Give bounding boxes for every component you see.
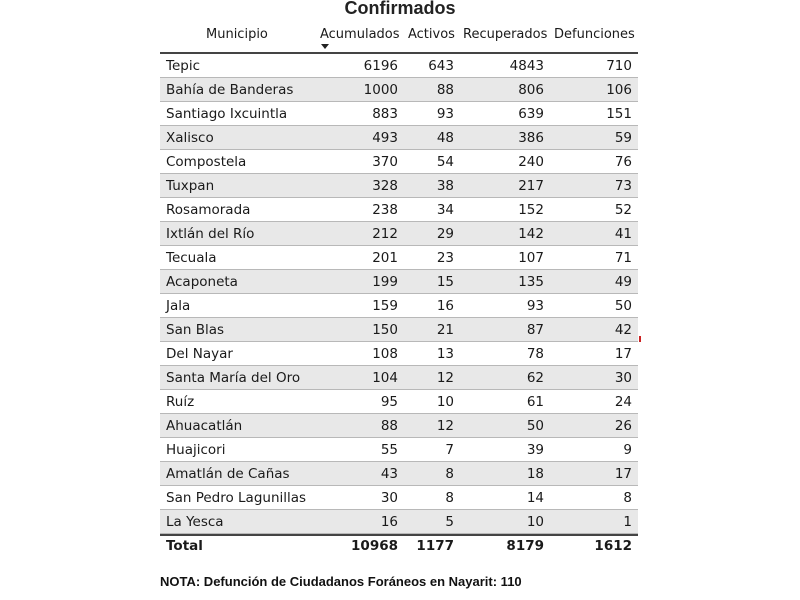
cell-activos: 5 xyxy=(445,514,454,530)
cell-activos: 48 xyxy=(436,130,454,146)
cell-recuperados: 217 xyxy=(518,178,544,194)
cell-recuperados: 61 xyxy=(526,394,544,410)
cell-recuperados: 18 xyxy=(526,466,544,482)
cell-activos: 8 xyxy=(445,490,454,506)
total-row xyxy=(160,536,638,558)
cell-acumulados: 43 xyxy=(380,466,398,482)
cell-recuperados: 78 xyxy=(526,346,544,362)
cell-recuperados: 142 xyxy=(518,226,544,242)
cell-recuperados: 62 xyxy=(526,370,544,386)
cell-recuperados: 240 xyxy=(518,154,544,170)
table-title: Confirmados xyxy=(344,0,456,18)
cell-acumulados: 328 xyxy=(372,178,398,194)
cell-acumulados: 201 xyxy=(372,250,398,266)
cell-activos: 23 xyxy=(436,250,454,266)
cell-acumulados: 212 xyxy=(372,226,398,242)
table-row[interactable] xyxy=(160,438,638,462)
cell-activos: 38 xyxy=(436,178,454,194)
cell-municipio: Ixtlán del Río xyxy=(166,226,255,242)
cell-municipio: Acaponeta xyxy=(166,274,238,290)
cell-defunciones: 41 xyxy=(614,226,632,242)
total-acumulados: 10968 xyxy=(351,538,398,554)
cell-activos: 34 xyxy=(436,202,454,218)
cell-activos: 7 xyxy=(445,442,454,458)
edge-marker xyxy=(639,336,641,342)
table-row[interactable] xyxy=(160,294,638,318)
cell-activos: 12 xyxy=(436,418,454,434)
cell-defunciones: 26 xyxy=(614,418,632,434)
cell-defunciones: 49 xyxy=(614,274,632,290)
cell-municipio: La Yesca xyxy=(166,514,224,530)
footnote: NOTA: Defunción de Ciudadanos Foráneos en Nayarit: 110 xyxy=(160,574,522,589)
cell-recuperados: 10 xyxy=(526,514,544,530)
cell-recuperados: 4843 xyxy=(509,58,544,74)
cell-defunciones: 30 xyxy=(614,370,632,386)
cell-activos: 15 xyxy=(436,274,454,290)
table-row[interactable] xyxy=(160,102,638,126)
cell-municipio: Santa María del Oro xyxy=(166,370,301,386)
cell-defunciones: 59 xyxy=(614,130,632,146)
cell-recuperados: 50 xyxy=(526,418,544,434)
table-row[interactable] xyxy=(160,390,638,414)
cell-defunciones: 71 xyxy=(614,250,632,266)
cell-defunciones: 8 xyxy=(623,490,632,506)
cell-recuperados: 152 xyxy=(518,202,544,218)
cell-acumulados: 199 xyxy=(372,274,398,290)
cell-defunciones: 24 xyxy=(614,394,632,410)
cell-defunciones: 73 xyxy=(614,178,632,194)
cell-recuperados: 87 xyxy=(526,322,544,338)
cell-defunciones: 17 xyxy=(614,346,632,362)
cell-acumulados: 30 xyxy=(380,490,398,506)
cell-municipio: Compostela xyxy=(166,154,247,170)
total-defunciones: 1612 xyxy=(594,538,632,554)
table-row[interactable] xyxy=(160,342,638,366)
cell-acumulados: 370 xyxy=(372,154,398,170)
cell-acumulados: 104 xyxy=(372,370,398,386)
cell-municipio: San Pedro Lagunillas xyxy=(166,490,307,506)
header-municipio[interactable]: Municipio xyxy=(206,27,268,42)
table-row[interactable] xyxy=(160,126,638,150)
cell-municipio: Bahía de Banderas xyxy=(166,82,294,98)
table-body xyxy=(160,54,638,534)
cell-recuperados: 135 xyxy=(518,274,544,290)
cell-acumulados: 1000 xyxy=(363,82,398,98)
cell-acumulados: 159 xyxy=(372,298,398,314)
total-label: Total xyxy=(166,538,203,554)
header-recuperados[interactable]: Recuperados xyxy=(463,27,548,42)
table-row[interactable] xyxy=(160,222,638,246)
cell-acumulados: 493 xyxy=(372,130,398,146)
cell-municipio: Huajicori xyxy=(166,442,226,458)
cell-activos: 16 xyxy=(436,298,454,314)
cell-activos: 10 xyxy=(436,394,454,410)
cell-municipio: Amatlán de Cañas xyxy=(166,466,290,482)
cell-activos: 29 xyxy=(436,226,454,242)
total-recuperados: 8179 xyxy=(506,538,544,554)
cell-municipio: Del Nayar xyxy=(166,346,233,362)
table-row[interactable] xyxy=(160,150,638,174)
cell-acumulados: 238 xyxy=(372,202,398,218)
cell-municipio: Rosamorada xyxy=(166,202,251,218)
cell-acumulados: 883 xyxy=(372,106,398,122)
cell-defunciones: 50 xyxy=(614,298,632,314)
cell-recuperados: 107 xyxy=(518,250,544,266)
cell-acumulados: 95 xyxy=(380,394,398,410)
total-activos: 1177 xyxy=(416,538,454,554)
cell-defunciones: 42 xyxy=(614,322,632,338)
table-header xyxy=(160,26,638,50)
cell-defunciones: 106 xyxy=(606,82,632,98)
cell-municipio: Santiago Ixcuintla xyxy=(166,106,288,122)
table-row[interactable] xyxy=(160,270,638,294)
table-row[interactable] xyxy=(160,414,638,438)
cell-defunciones: 9 xyxy=(623,442,632,458)
cell-municipio: San Blas xyxy=(166,322,225,338)
header-activos[interactable]: Activos xyxy=(408,27,455,42)
cell-defunciones: 151 xyxy=(606,106,632,122)
cell-recuperados: 639 xyxy=(518,106,544,122)
cell-acumulados: 16 xyxy=(380,514,398,530)
cell-acumulados: 6196 xyxy=(363,58,398,74)
cell-municipio: Jala xyxy=(166,298,191,314)
cell-acumulados: 108 xyxy=(372,346,398,362)
cell-activos: 12 xyxy=(436,370,454,386)
cell-defunciones: 52 xyxy=(614,202,632,218)
cell-recuperados: 806 xyxy=(518,82,544,98)
table-row[interactable] xyxy=(160,78,638,102)
cell-municipio: Tecuala xyxy=(166,250,217,266)
cell-recuperados: 386 xyxy=(518,130,544,146)
sort-descending-icon[interactable] xyxy=(321,44,329,49)
cell-defunciones: 76 xyxy=(614,154,632,170)
cell-municipio: Xalisco xyxy=(166,130,214,146)
table-row[interactable] xyxy=(160,462,638,486)
cell-activos: 93 xyxy=(436,106,454,122)
cell-activos: 8 xyxy=(445,466,454,482)
table-row[interactable] xyxy=(160,54,638,78)
cell-municipio: Tuxpan xyxy=(166,178,215,194)
cell-activos: 643 xyxy=(428,58,454,74)
header-acumulados[interactable]: Acumulados xyxy=(320,27,400,42)
cell-municipio: Tepic xyxy=(166,58,201,74)
table-row[interactable] xyxy=(160,486,638,510)
cell-activos: 13 xyxy=(436,346,454,362)
table-row[interactable] xyxy=(160,174,638,198)
cell-activos: 54 xyxy=(436,154,454,170)
cell-acumulados: 55 xyxy=(380,442,398,458)
cell-activos: 21 xyxy=(436,322,454,338)
cell-recuperados: 39 xyxy=(526,442,544,458)
cell-recuperados: 93 xyxy=(526,298,544,314)
table-row[interactable] xyxy=(160,246,638,270)
table-row[interactable] xyxy=(160,366,638,390)
cell-municipio: Ruíz xyxy=(166,394,195,410)
table-row[interactable] xyxy=(160,198,638,222)
cell-defunciones: 710 xyxy=(606,58,632,74)
cell-recuperados: 14 xyxy=(526,490,544,506)
table-row[interactable] xyxy=(160,318,638,342)
cell-defunciones: 1 xyxy=(623,514,632,530)
table-row[interactable] xyxy=(160,510,638,534)
cell-acumulados: 88 xyxy=(380,418,398,434)
cell-municipio: Ahuacatlán xyxy=(166,418,243,434)
cell-acumulados: 150 xyxy=(372,322,398,338)
header-defunciones[interactable]: Defunciones xyxy=(554,27,635,42)
cell-activos: 88 xyxy=(436,82,454,98)
cell-defunciones: 17 xyxy=(614,466,632,482)
